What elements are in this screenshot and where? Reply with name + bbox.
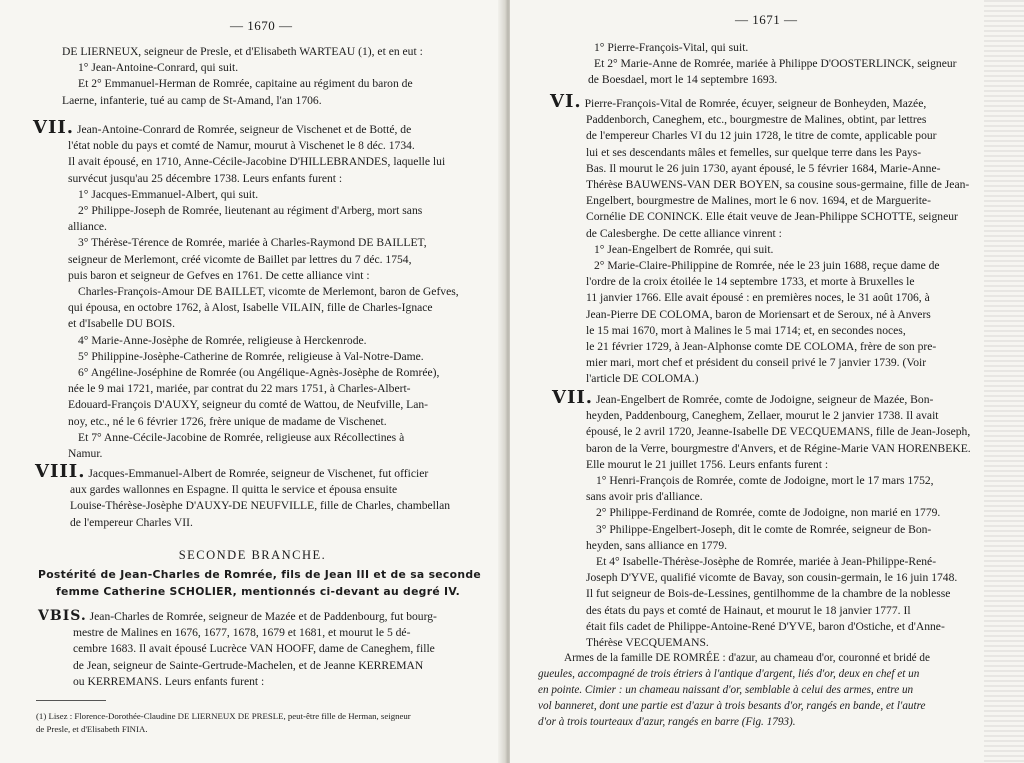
- footnote: [36, 710, 411, 736]
- coat-of-arms-description: [538, 650, 998, 730]
- text-line: Thérèse BAUWENS-VAN DER BOYEN, sa cousine sous-germaine, fille de Jean-: [586, 178, 970, 192]
- text-line: de Boesdael, mort le 14 septembre 1693.: [588, 73, 778, 87]
- text-line: seigneur de Merlemont, créé vicomte de Baillet par lettres du 7 déc. 1754,: [68, 252, 412, 266]
- text-line: de l'empereur Charles VI du 12 juin 1728, le titre de comte, applicable pour: [586, 129, 937, 143]
- text-line: qui épousa, en octobre 1762, à Alost, Isabelle VILAIN, fille de Charles-Ignace: [68, 301, 433, 315]
- arms-line-italic: en pointe. Cimier : un chameau naissant d'or, semblable à celui des armes, entre un: [538, 684, 914, 696]
- text-line: 3° Philippe-Engelbert-Joseph, dit le comte de Romrée, seigneur de Bon-: [596, 522, 932, 536]
- text-line: Cornélie DE CONINCK. Elle était veuve de Jean-Philippe SCHOTTE, seigneur: [586, 210, 958, 224]
- text-line: heyden, sans alliance en 1779.: [586, 538, 728, 552]
- text-line: le 21 février 1729, à Jean-Alphonse comte DE COLOMA, frère de son pre-: [586, 340, 937, 354]
- text-line: Paddenborch, Caneghem, etc., bourgmestre de Malines, obtint, par lettres: [586, 113, 927, 127]
- text-line: noy, etc., né le 6 février 1726, frère unique de madame de Vischenet.: [68, 414, 387, 428]
- text-line: 2° Philippe-Joseph de Romrée, lieutenant au régiment d'Arberg, mort sans: [78, 204, 423, 218]
- text-line: Joseph D'YVE, qualifié vicomte de Bavay, son cousin-germain, le 16 juin 1748.: [586, 571, 958, 585]
- arms-line-italic: d'or à trois tourteaux d'azur, rangés en barre (Fig. 1793).: [538, 716, 796, 728]
- text-line: Louise-Thérèse-Josèphe D'AUXY-DE NEUFVILLE, fille de Charles, chambellan: [70, 499, 451, 513]
- right-block-a: [588, 40, 957, 89]
- text-line: 3° Thérèse-Térence de Romrée, mariée à Charles-Raymond DE BAILLET,: [78, 236, 427, 250]
- text-line: Pierre-François-Vital de Romrée, écuyer, seigneur de Bonheyden, Mazée,: [584, 97, 927, 110]
- text-line: Jean-Charles de Romrée, seigneur de Mazée et de Paddenbourg, fut bourg-: [89, 610, 437, 623]
- generation-numeral: VII.: [33, 117, 75, 138]
- generation-numeral: VII.: [552, 387, 594, 408]
- text-line: 2° Marie-Claire-Philippine de Romrée, née le 23 juin 1688, reçue dame de: [594, 259, 940, 273]
- text-line: puis baron et seigneur de Gefves en 1761. De cette alliance vint :: [68, 268, 370, 282]
- right-block-b: [550, 91, 970, 388]
- generation-entry: [38, 608, 437, 625]
- text-line: Il fut seigneur de Bois-de-Lessines, gentilhomme de la chambre de la noblesse: [586, 587, 951, 601]
- text-line: née le 9 mai 1721, mariée, par contrat du 22 mars 1751, à Charles-Albert-: [68, 382, 411, 396]
- text-line: 6° Angéline-Joséphine de Romrée (ou Angélique-Agnès-Josèphe de Romrée),: [78, 366, 440, 380]
- text-line: Edouard-François D'AUXY, seigneur du comté de Wattou, de Neufville, Lan-: [68, 398, 429, 412]
- arms-line: [538, 714, 998, 730]
- text-line: Jean-Pierre DE COLOMA, baron de Moriensart et de Seroux, né à Anvers: [586, 307, 931, 321]
- text-line: 1° Henri-François de Romrée, comte de Jodoigne, mort le 17 mars 1752,: [596, 474, 934, 488]
- text-line: sans avoir pris d'alliance.: [586, 490, 703, 504]
- text-line: mestre de Malines en 1676, 1677, 1678, 1679 et 1681, et mourut le 5 dé-: [73, 626, 411, 640]
- arms-line: [538, 666, 998, 682]
- subheading-line: femme Catherine SCHOLIER, mentionnés ci-devant au degré IV.: [55, 585, 461, 598]
- text-line: Engelbert, bourgmestre de Malines, mort le 6 nov. 1694, et de Marguerite-: [586, 194, 931, 208]
- text-line: Laerne, infanterie, tué au camp de St-Amand, l'an 1706.: [62, 93, 322, 107]
- generation-numeral: VBIS.: [38, 608, 87, 624]
- generation-numeral: VI.: [550, 91, 582, 112]
- footnote-rule: [36, 700, 106, 701]
- text-line: le 15 mai 1670, mort à Malines le 5 mai 1714; et, en secondes noces,: [586, 323, 906, 337]
- left-page-number: — 1670 —: [230, 18, 293, 33]
- text-line: 1° Pierre-François-Vital, qui suit.: [594, 41, 749, 54]
- text-line: l'état noble du pays et comté de Namur, mourut à Vischenet le 8 déc. 1734.: [68, 139, 415, 153]
- text-line: baron de la Verre, bourgmestre d'Anvers, et de Régine-Marie VAN HORENBEKE.: [586, 441, 971, 455]
- text-line: était fils cadet de Philippe-Antoine-René D'YVE, baron d'Ostiche, et d'Anne-: [586, 619, 945, 633]
- generation-entry: [35, 461, 450, 482]
- text-line: Namur.: [68, 447, 103, 461]
- subheading-line: Postérité de Jean-Charles de Romrée, fils de Jean III et de sa seconde: [38, 568, 481, 581]
- arms-line-italic: vol banneret, dont une partie est d'azur à trois besants d'or, rangés en bande, et l'autre: [538, 700, 926, 712]
- section-heading: SECONDE BRANCHE.: [178, 548, 327, 562]
- text-line: 4° Marie-Anne-Josèphe de Romrée, religieuse à Herckenrode.: [78, 333, 367, 347]
- left-block-a: [62, 44, 423, 109]
- text-line: survécut jusqu'au 25 décembre 1738. Leurs enfants furent :: [68, 171, 343, 185]
- text-line: 1° Jean-Engelbert de Romrée, qui suit.: [594, 242, 774, 256]
- text-line: l'article DE COLOMA.): [586, 372, 699, 386]
- left-block-d: [38, 608, 437, 690]
- text-line: mier mari, mort chef et président du conseil privé le 7 janvier 1739. (Voir: [586, 356, 927, 370]
- text-line: de Calesberghe. De cette alliance vinrent :: [586, 226, 782, 240]
- section-subheading: [38, 566, 481, 600]
- text-line: alliance.: [68, 220, 107, 234]
- arms-line-italic: gueules, accompagné de trois étriers à l'antique d'argent, liés d'or, deux en chef et un: [538, 668, 920, 680]
- text-line: aux gardes wallonnes en Espagne. Il quitta le service et épousa ensuite: [70, 483, 398, 497]
- left-page: [0, 0, 505, 763]
- text-line: Charles-François-Amour DE BAILLET, vicomte de Merlemont, baron de Gefves,: [78, 285, 459, 299]
- scan-edge-noise: [984, 0, 1024, 763]
- text-line: ou KERREMANS. Leurs enfants furent :: [73, 674, 265, 688]
- text-line: Et 2° Marie-Anne de Romrée, mariée à Philippe D'OOSTERLINCK, seigneur: [594, 57, 957, 71]
- text-line: Jean-Antoine-Conrard de Romrée, seigneur de Vischenet et de Botté, de: [76, 123, 412, 136]
- generation-entry: [552, 387, 971, 408]
- text-line: l'ordre de la croix étoilée le 14 septembre 1733, et morte à Bruxelles le: [586, 275, 915, 289]
- text-line: 1° Jacques-Emmanuel-Albert, qui suit.: [78, 187, 259, 201]
- text-line: Et 2° Emmanuel-Herman de Romrée, capitaine au régiment du baron de: [78, 77, 413, 91]
- arms-line: [538, 682, 998, 698]
- arms-line: Armes de la famille DE ROMRÉE : d'azur, au chameau d'or, couronné et bridé de: [564, 652, 930, 664]
- text-line: 5° Philippine-Josèphe-Catherine de Romrée, religieuse à Val-Notre-Dame.: [78, 349, 424, 363]
- text-line: épousé, le 2 avril 1720, Jeanne-Isabelle DE VECQUEMANS, fille de Jean-Joseph,: [586, 425, 971, 439]
- generation-entry: [33, 117, 459, 138]
- arms-line: [538, 698, 998, 714]
- footnote-line: de Presle, et d'Elisabeth FINIA.: [36, 724, 148, 734]
- text-line: Et 7° Anne-Cécile-Jacobine de Romrée, religieuse aux Récollectines à: [78, 430, 405, 444]
- text-line: 2° Philippe-Ferdinand de Romrée, comte de Jodoigne, non marié en 1779.: [596, 506, 941, 520]
- generation-numeral: VIII.: [35, 461, 86, 482]
- left-block-c: [35, 461, 451, 531]
- text-line: cembre 1683. Il avait épousé Lucrèce VAN HOOFF, dame de Caneghem, fille: [73, 642, 435, 656]
- text-line: Thérèse VECQUEMANS.: [586, 636, 709, 650]
- text-line: Jean-Engelbert de Romrée, comte de Jodoigne, seigneur de Mazée, Bon-: [595, 393, 934, 406]
- left-block-b: [33, 117, 459, 462]
- footnote-line: (1) Lisez : Florence-Dorothée-Claudine DE LIERNEUX DE PRESLE, peut-être fille de Herman, seigneur: [36, 711, 411, 721]
- text-line: 11 janvier 1766. Elle avait épousé : en premières noces, le 31 août 1706, à: [586, 291, 930, 305]
- text-line: de Jean, seigneur de Sainte-Gertrude-Machelen, et de Jeanne KERREMAN: [73, 658, 424, 672]
- right-block-c: [552, 387, 971, 651]
- text-line: Bas. Il mourut le 26 juin 1730, ayant épousé, le 5 février 1684, Marie-Anne-: [586, 161, 941, 175]
- text-line: Elle mourut le 21 juillet 1756. Leurs enfants furent :: [586, 457, 829, 471]
- text-line: Jacques-Emmanuel-Albert de Romrée, seigneur de Vischenet, fut officier: [88, 467, 429, 480]
- text-line: Et 4° Isabelle-Thérèse-Josèphe de Romrée, mariée à Jean-Philippe-René-: [596, 555, 937, 569]
- generation-entry: [550, 91, 969, 112]
- text-line: DE LIERNEUX, seigneur de Presle, et d'Elisabeth WARTEAU (1), et en eut :: [62, 45, 423, 58]
- right-page-number: — 1671 —: [735, 12, 798, 27]
- text-line: 1° Jean-Antoine-Conrard, qui suit.: [78, 61, 239, 75]
- text-line: de l'empereur Charles VII.: [70, 515, 193, 529]
- text-line: lui et ses descendants mâles et femelles, sur quelque terre dans les Pays-: [586, 145, 922, 159]
- text-line: Il avait épousé, en 1710, Anne-Cécile-Jacobine D'HILLEBRANDES, laquelle lui: [68, 155, 446, 169]
- text-line: des états du pays et comté de Hainaut, et mourut le 18 janvier 1777. Il: [586, 603, 911, 617]
- text-line: et d'Isabelle DU BOIS.: [68, 317, 176, 331]
- text-line: heyden, Paddenbourg, Caneghem, Zellaer, mourut le 2 janvier 1738. Il avait: [586, 409, 939, 423]
